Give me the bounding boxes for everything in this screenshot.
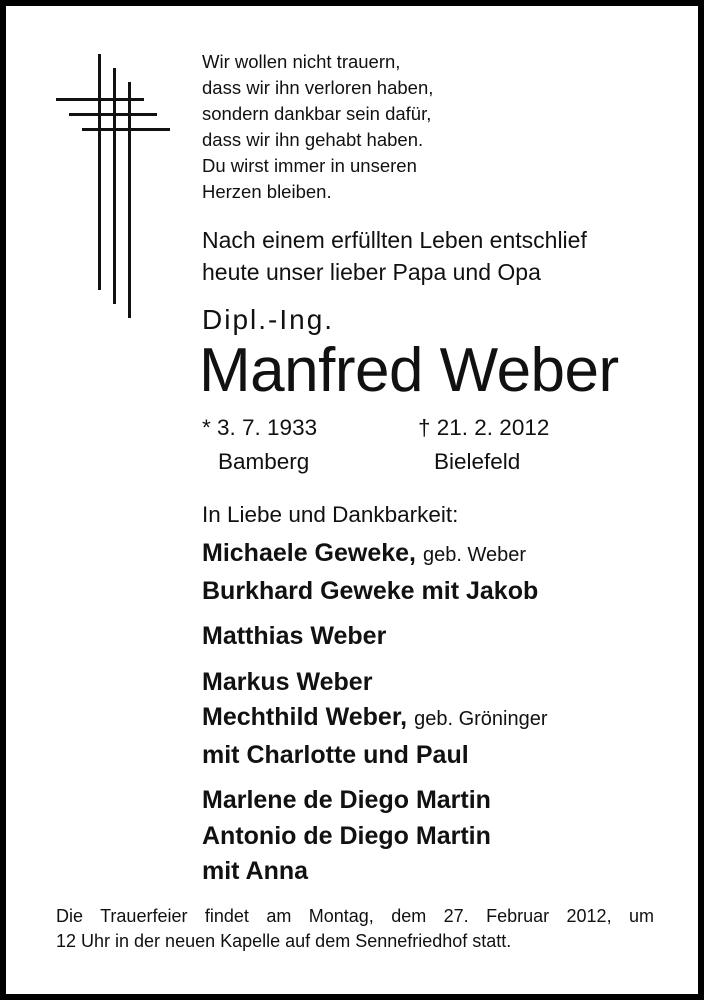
mourner-line: Antonio de Diego Martin xyxy=(202,821,491,850)
verse-line: sondern dankbar sein dafür, xyxy=(202,103,432,124)
memorial-verse xyxy=(202,49,433,205)
maiden-name-note: geb. Weber xyxy=(422,544,526,566)
birth-info xyxy=(202,411,317,479)
mourner-line: mit Anna xyxy=(202,857,309,885)
death-place: Bielefeld xyxy=(434,449,521,474)
intro-line-2: heute unser lieber Papa und Opa xyxy=(202,259,541,285)
death-date: † 21. 2. 2012 xyxy=(418,415,550,440)
verse-line: dass wir ihn gehabt haben. xyxy=(202,129,424,150)
mourners-heading: In Liebe und Dankbarkeit: xyxy=(202,502,459,527)
cross-icon xyxy=(6,6,186,336)
maiden-name-note: geb. Gröninger xyxy=(414,708,548,730)
verse-line: Herzen bleiben. xyxy=(202,181,332,202)
mourner-name: Michaele Geweke, xyxy=(202,539,417,567)
academic-title: Dipl.-Ing. xyxy=(202,304,335,335)
announcement-intro xyxy=(202,224,587,288)
verse-line: Wir wollen nicht trauern, xyxy=(202,51,401,72)
mourner-line: mit Charlotte und Paul xyxy=(202,740,469,769)
mourner-line: Marlene de Diego Martin xyxy=(202,786,491,814)
mourner-line: Matthias Weber xyxy=(202,622,387,650)
verse-line: dass wir ihn verloren haben, xyxy=(202,77,434,98)
birth-date: * 3. 7. 1933 xyxy=(202,415,318,440)
deceased-name: Manfred Weber xyxy=(199,336,619,405)
mourner-line: Burkhard Geweke mit Jakob xyxy=(202,576,539,605)
verse-line: Du wirst immer in unseren xyxy=(202,155,417,176)
mourners-list xyxy=(202,536,548,890)
mourner-line: Markus Weber xyxy=(202,667,373,696)
funeral-notice xyxy=(56,904,654,954)
obituary-notice xyxy=(6,6,698,994)
mourner-line xyxy=(202,700,548,738)
mourner-name: Mechthild Weber, xyxy=(202,703,408,731)
mourner-line xyxy=(202,536,548,574)
birth-place: Bamberg xyxy=(218,449,310,474)
death-info xyxy=(418,411,549,479)
funeral-line-2: 12 Uhr in der neuen Kapelle auf dem Sennefriedhof statt. xyxy=(56,931,512,951)
funeral-line-1: Die Trauerfeier findet am Montag, dem 27. Februar 2012, um xyxy=(56,906,654,926)
intro-line-1: Nach einem erfüllten Leben entschlief xyxy=(202,227,587,253)
